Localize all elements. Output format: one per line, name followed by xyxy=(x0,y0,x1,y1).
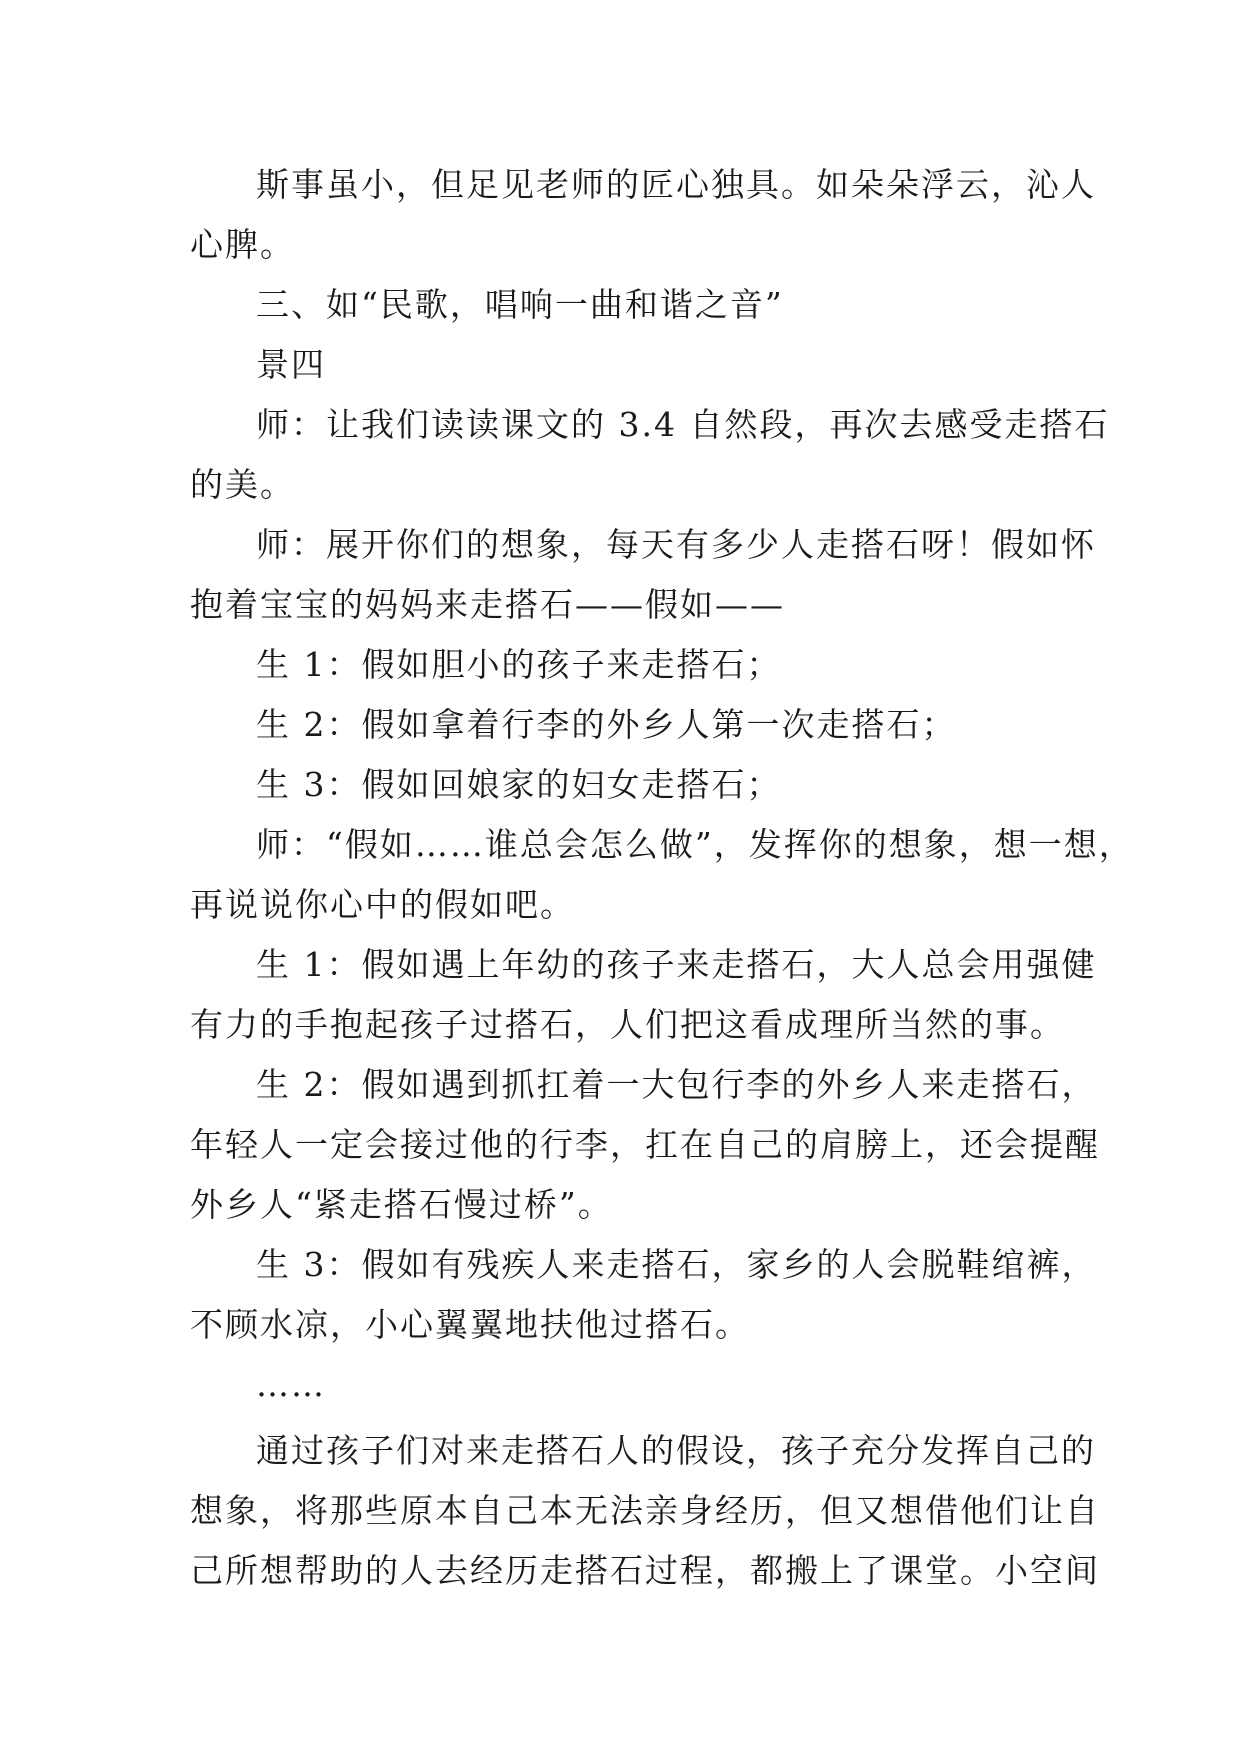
paragraph xyxy=(190,1421,1100,1601)
text-line: 通过孩子们对来走搭石人的假设，孩子充分发挥自己的 xyxy=(256,1431,1096,1470)
text-line: 师：“假如……谁总会怎么做”，发挥你的想象，想一想， xyxy=(256,825,1134,864)
paragraph xyxy=(190,1235,1097,1355)
text-line: 的美。 xyxy=(190,465,295,504)
text-line: 生 2：假如拿着行李的外乡人第一次走搭石； xyxy=(256,705,957,744)
paragraph xyxy=(190,515,1096,635)
text-line: 抱着宝宝的妈妈来走搭石——假如—— xyxy=(190,585,785,624)
text-line: 生 2：假如遇到抓扛着一大包行李的外乡人来走搭石， xyxy=(256,1065,1097,1104)
paragraph xyxy=(190,395,1110,515)
text-line: 生 1：假如胆小的孩子来走搭石； xyxy=(256,645,782,684)
text-line: 三、如“民歌，唱响一曲和谐之音” xyxy=(256,285,784,324)
text-line: 年轻人一定会接过他的行李，扛在自己的肩膀上，还会提醒 xyxy=(190,1125,1100,1164)
text-line: …… xyxy=(256,1365,326,1404)
document-body xyxy=(190,155,1134,1601)
scene-label xyxy=(190,335,1050,395)
text-line: 生 3：假如回娘家的妇女走搭石； xyxy=(256,765,782,804)
text-line: 想象，将那些原本自己本无法亲身经历，但又想借他们让自 xyxy=(190,1491,1100,1530)
paragraph xyxy=(190,755,1050,815)
paragraph xyxy=(190,695,1050,755)
text-line: 己所想帮助的人去经历走搭石过程，都搬上了课堂。小空间 xyxy=(190,1551,1100,1590)
text-line: 生 1：假如遇上年幼的孩子来走搭石，大人总会用强健 xyxy=(256,945,1097,984)
text-line: 外乡人“紧走搭石慢过桥”。 xyxy=(190,1185,613,1224)
paragraph xyxy=(190,815,1134,935)
section-heading xyxy=(190,275,1050,335)
paragraph xyxy=(190,155,1096,275)
text-line: 有力的手抱起孩子过搭石，人们把这看成理所当然的事。 xyxy=(190,1005,1065,1044)
text-line: 生 3：假如有残疾人来走搭石，家乡的人会脱鞋绾裤， xyxy=(256,1245,1097,1284)
ellipsis-line xyxy=(190,1355,1050,1415)
text-line: 斯事虽小，但足见老师的匠心独具。如朵朵浮云，沁人 xyxy=(256,165,1096,204)
text-line: 不顾水凉，小心翼翼地扶他过搭石。 xyxy=(190,1305,750,1344)
text-line: 景四 xyxy=(256,345,326,384)
text-line: 师：让我们读读课文的 3.4 自然段，再次去感受走搭石 xyxy=(256,405,1110,444)
paragraph xyxy=(190,935,1097,1055)
text-line: 心脾。 xyxy=(190,225,295,264)
paragraph xyxy=(190,635,1050,695)
paragraph xyxy=(190,1055,1100,1235)
text-line: 再说说你心中的假如吧。 xyxy=(190,885,575,924)
text-line: 师：展开你们的想象，每天有多少人走搭石呀！假如怀 xyxy=(256,525,1096,564)
